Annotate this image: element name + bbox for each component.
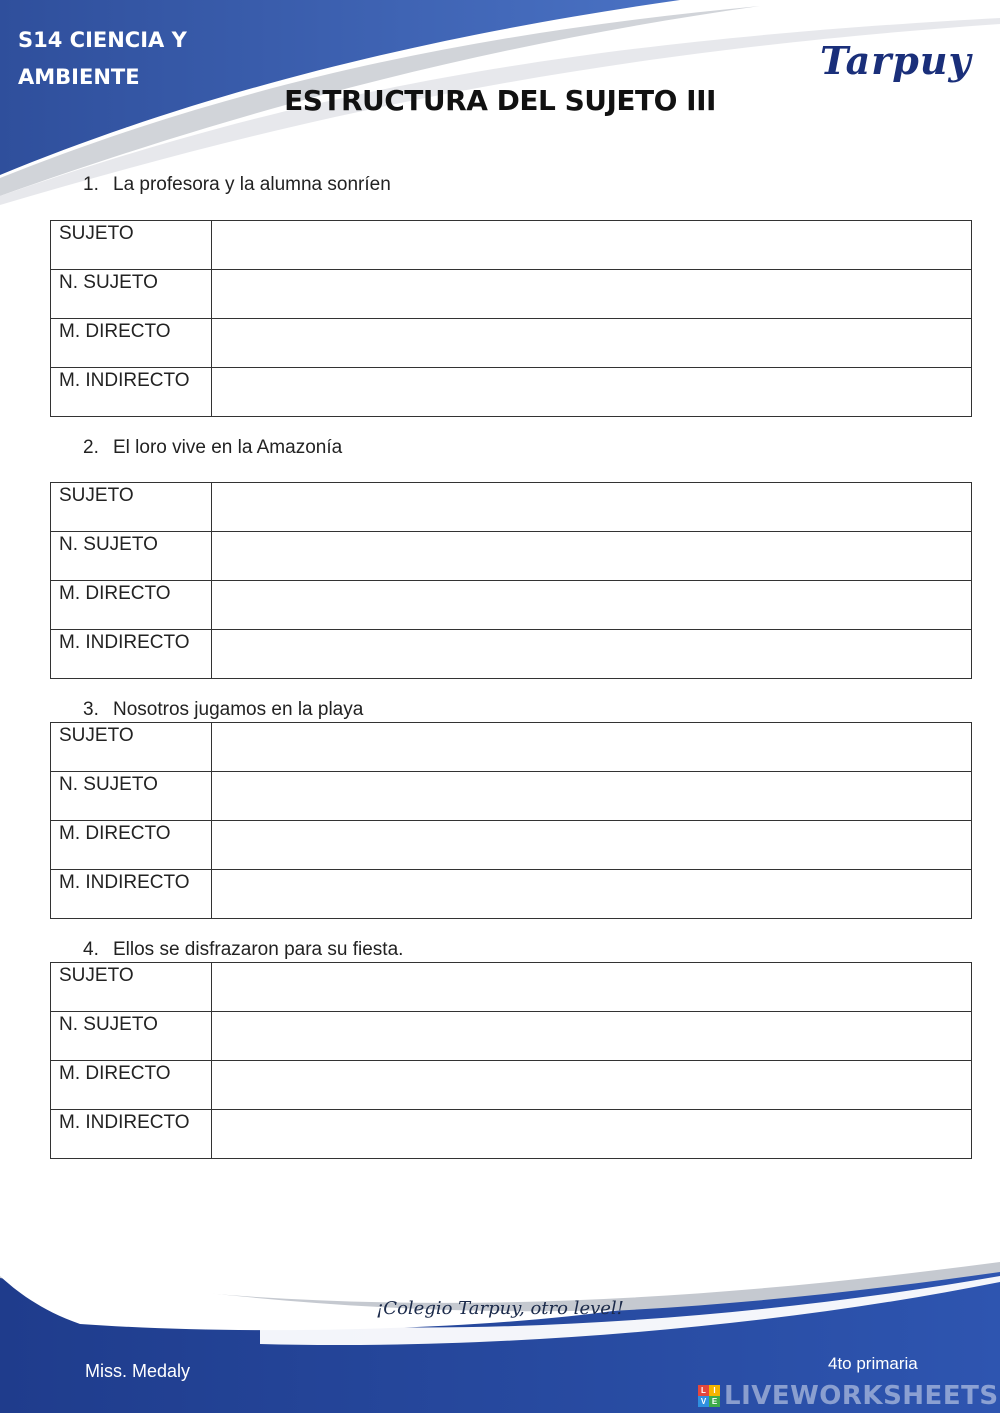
- table-row: [51, 772, 972, 821]
- liveworksheets-badge: [698, 1381, 999, 1411]
- row-label: M. DIRECTO: [51, 319, 212, 368]
- row-label: M. INDIRECTO: [51, 368, 212, 417]
- question-number: 4.: [83, 939, 99, 960]
- footer-white-band: [0, 1262, 620, 1330]
- row-label: M. INDIRECTO: [51, 870, 212, 919]
- answer-field[interactable]: [211, 581, 971, 630]
- subject-label-line1: S14 CIENCIA Y: [18, 28, 187, 52]
- table-row: [51, 723, 972, 772]
- table-row: [51, 1061, 972, 1110]
- liveworksheets-logo-icon: L I V E: [698, 1385, 720, 1407]
- table-row: [51, 870, 972, 919]
- table-row: [51, 581, 972, 630]
- row-label: N. SUJETO: [51, 532, 212, 581]
- answer-field[interactable]: [211, 483, 971, 532]
- answer-field[interactable]: [211, 963, 971, 1012]
- table-row: [51, 221, 972, 270]
- row-label: N. SUJETO: [51, 772, 212, 821]
- brand-logo: Tarpuy: [820, 38, 972, 83]
- answer-field[interactable]: [211, 630, 971, 679]
- answer-field[interactable]: [211, 1110, 971, 1159]
- question-heading: [83, 699, 363, 721]
- answer-table: [50, 482, 972, 679]
- table-row: [51, 1110, 972, 1159]
- answer-field[interactable]: [211, 532, 971, 581]
- question-sentence: Nosotros jugamos en la playa: [113, 699, 364, 720]
- question-sentence: El loro vive en la Amazonía: [113, 437, 343, 458]
- answer-table: [50, 220, 972, 417]
- answer-field[interactable]: [211, 319, 971, 368]
- row-label: SUJETO: [51, 723, 212, 772]
- table-row: [51, 963, 972, 1012]
- answer-field[interactable]: [211, 821, 971, 870]
- answer-field[interactable]: [211, 270, 971, 319]
- subject-label-line2: AMBIENTE: [18, 65, 140, 89]
- question-sentence: Ellos se disfrazaron para su fiesta.: [113, 939, 404, 960]
- table-row: [51, 270, 972, 319]
- row-label: SUJETO: [51, 221, 212, 270]
- table-row: [51, 319, 972, 368]
- answer-table: [50, 962, 972, 1159]
- question-sentence: La profesora y la alumna sonríen: [113, 174, 391, 195]
- grade-label: 4to primaria: [828, 1354, 918, 1373]
- answer-field[interactable]: [211, 870, 971, 919]
- table-row: [51, 821, 972, 870]
- table-row: [51, 368, 972, 417]
- teacher-name: Miss. Medaly: [85, 1361, 191, 1381]
- row-label: N. SUJETO: [51, 270, 212, 319]
- row-label: M. INDIRECTO: [51, 1110, 212, 1159]
- row-label: M. DIRECTO: [51, 1061, 212, 1110]
- worksheet-title: ESTRUCTURA DEL SUJETO III: [284, 84, 716, 117]
- row-label: M. DIRECTO: [51, 821, 212, 870]
- question-heading: [83, 437, 342, 459]
- question-number: 1.: [83, 174, 99, 195]
- row-label: M. INDIRECTO: [51, 630, 212, 679]
- answer-field[interactable]: [211, 772, 971, 821]
- row-label: SUJETO: [51, 963, 212, 1012]
- table-row: [51, 1012, 972, 1061]
- answer-table: [50, 722, 972, 919]
- footer-motto: ¡Colegio Tarpuy, otro level!: [376, 1298, 624, 1319]
- answer-field[interactable]: [211, 723, 971, 772]
- row-label: N. SUJETO: [51, 1012, 212, 1061]
- row-label: SUJETO: [51, 483, 212, 532]
- table-row: [51, 483, 972, 532]
- answer-field[interactable]: [211, 1012, 971, 1061]
- question-heading: [83, 939, 403, 961]
- answer-field[interactable]: [211, 1061, 971, 1110]
- question-heading: [83, 174, 391, 196]
- watermark-text: LIVEWORKSHEETS: [724, 1381, 999, 1411]
- table-row: [51, 532, 972, 581]
- row-label: M. DIRECTO: [51, 581, 212, 630]
- answer-field[interactable]: [211, 221, 971, 270]
- question-number: 3.: [83, 699, 99, 720]
- answer-field[interactable]: [211, 368, 971, 417]
- table-row: [51, 630, 972, 679]
- question-number: 2.: [83, 437, 99, 458]
